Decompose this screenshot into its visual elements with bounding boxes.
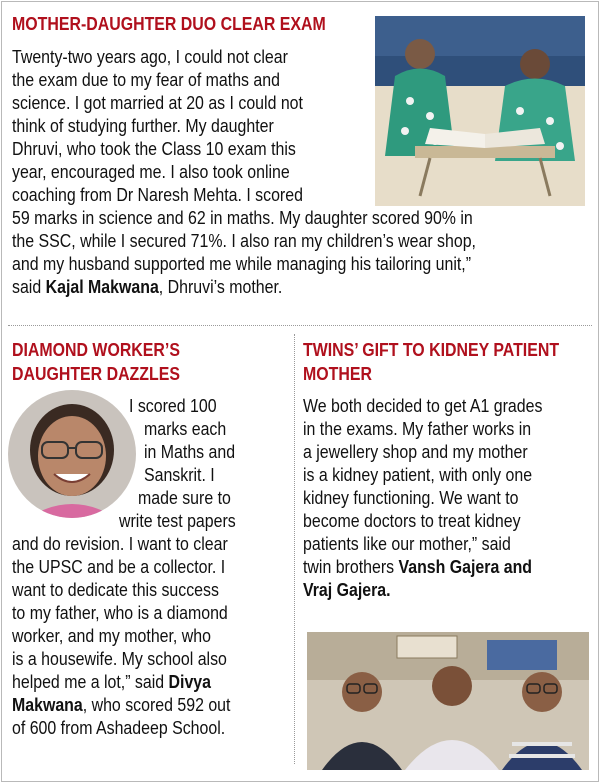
person-name: Vansh Gajera and (398, 556, 533, 577)
story1-line: Twenty-two years ago, I could not clear (12, 46, 288, 67)
story3-line-attribution (303, 578, 391, 601)
story2-line: and do revision. I want to clear (12, 533, 228, 554)
story1-line: 59 marks in science and 62 in maths. My daughter scored 90% in (12, 207, 473, 228)
person-name: Divya (168, 671, 212, 692)
story1-line: the SSC, while I secured 71%. I also ran my children’s wear shop, (12, 230, 476, 251)
story3-line: is a kidney patient, with only one (303, 464, 533, 485)
story1-line-attribution (12, 275, 282, 298)
person-name: Kajal Makwana (45, 276, 159, 297)
story2-line: the UPSC and be a collector. I (12, 556, 226, 577)
attribution-prefix: twin brothers (303, 556, 399, 577)
story2-line: is a housewife. My school also (12, 648, 227, 669)
story2-line: made sure to (138, 487, 231, 508)
story3-line: become doctors to treat kidney (303, 510, 521, 531)
story2-line: want to dedicate this success (12, 579, 219, 600)
twins-with-father-photo (307, 632, 589, 770)
vertical-divider (294, 334, 295, 764)
story3-line: patients like our mother,” said (303, 533, 511, 554)
story3-line: kidney functioning. We want to (303, 487, 519, 508)
story2-line: worker, and my mother, who (12, 625, 211, 646)
story2-line-attribution (12, 693, 230, 716)
story2-line: in Maths and (144, 441, 236, 462)
attribution-suffix: , Dhruvi’s mother. (158, 276, 283, 297)
story2-line: of 600 from Ashadeep School. (12, 717, 226, 738)
story1-line: year, encouraged me. I also took online (12, 161, 290, 182)
divya-portrait (8, 390, 136, 518)
horizontal-divider (8, 325, 592, 326)
story3-line: in the exams. My father works in (303, 418, 532, 439)
attribution-suffix: , who scored 592 out (82, 694, 231, 715)
story3-heading-line: MOTHER (303, 363, 372, 384)
story2-heading-line: DIAMOND WORKER’S (12, 339, 180, 360)
story3-line-attribution (303, 555, 532, 578)
story3-heading-line: TWINS’ GIFT TO KIDNEY PATIENT (303, 339, 560, 360)
mother-daughter-photo (375, 16, 585, 206)
story2-line-attribution (12, 670, 211, 693)
attribution-prefix: said (12, 276, 46, 297)
story1-heading: MOTHER-DAUGHTER DUO CLEAR EXAM (12, 13, 326, 34)
story1-line: and my husband supported me while managing his tailoring unit,” (12, 253, 472, 274)
story2-line: to my father, who is a diamond (12, 602, 228, 623)
story2-line: marks each (144, 418, 227, 439)
story2-heading-line: DAUGHTER DAZZLES (12, 363, 180, 384)
story2-line: write test papers (119, 510, 236, 531)
story1-line: the exam due to my fear of maths and (12, 69, 280, 90)
story3-line: We both decided to get A1 grades (303, 395, 543, 416)
person-name: Makwana (12, 694, 83, 715)
story2-line: Sanskrit. I (144, 464, 215, 485)
person-name: Vraj Gajera. (303, 579, 391, 600)
story1-line: coaching from Dr Naresh Mehta. I scored (12, 184, 303, 205)
story2-line: I scored 100 (129, 395, 217, 416)
story1-line: science. I got married at 20 as I could not (12, 92, 303, 113)
attribution-prefix: helped me a lot,” said (12, 671, 169, 692)
story1-line: think of studying further. My daughter (12, 115, 274, 136)
story3-line: a jewellery shop and my mother (303, 441, 528, 462)
story1-line: Dhruvi, who took the Class 10 exam this (12, 138, 296, 159)
